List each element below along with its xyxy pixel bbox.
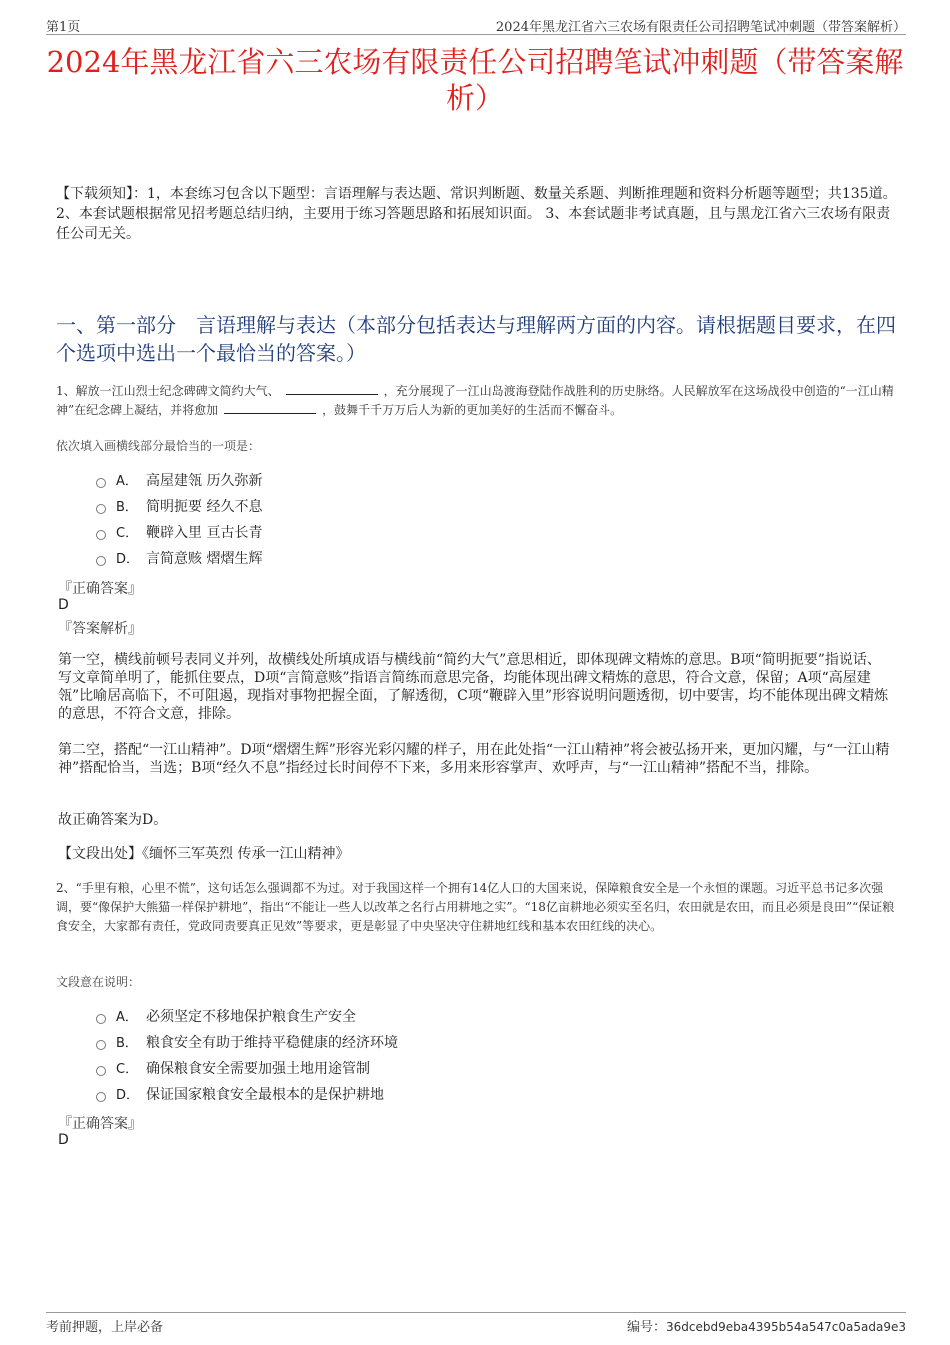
radio-icon[interactable] xyxy=(96,1014,106,1024)
radio-icon[interactable] xyxy=(96,1040,106,1050)
analysis-conclusion: 故正确答案为D。 xyxy=(58,812,168,828)
question-1-text-part3: ，鼓舞千千万万后人为新的更加美好的生活而不懈奋斗。 xyxy=(322,403,623,417)
question-1-text-part1: 1、解放一江山烈士纪念碑碑文简约大气、 xyxy=(56,384,280,398)
option-d[interactable]: D． 言简意赅 熠熠生辉 xyxy=(96,546,262,572)
question-1-options xyxy=(96,468,262,572)
footer-code-value: 36dcebd9eba4395b54a547c0a5ada9e3 xyxy=(666,1320,906,1334)
analysis-paragraph-1: 第一空，横线前顿号表同义并列，故横线处所填成语与横线前“简约大气”意思相近，即体现碑文精炼的意思。B项“简明扼要”指说话、写文章简单明了，能抓住要点，D项“言简意赅”指语言简练而意思完备，均能体现出碑文精炼的意思，符合文意，保留；A项“高屋建瓴”比喻居高临下，不可阻遏，现指对事物把握全面，了解透彻，C项“鞭辟入里”形容说明问题透彻，切中要害，均不能体现出碑文精炼的意思，不符合文意，排除。 xyxy=(58,652,889,722)
footer-code xyxy=(627,1316,906,1335)
question-2-stem: 2、“手里有粮，心里不慌”，这句话怎么强调都不为过。对于我国这样一个拥有14亿人口的大国来说，保障粮食安全是一个永恒的课题。习近平总书记多次强调，要“像保护大熊猫一样保护耕地”，指出“不能让一些人以改革之名行占用耕地之实”。“18亿亩耕地必须实至名归，农田就是农田，而且必须是良田”“保证粮食安全，大家都有责任，党政同责要真正见效”等要求，更是彰显了中央坚决守住耕地红线和基本农田红线的决心。 xyxy=(56,881,895,933)
document-title: 2024年黑龙江省六三农场有限责任公司招聘笔试冲刺题（带答案解析） xyxy=(46,45,904,115)
question-1-stem xyxy=(56,382,902,420)
question-1-hint: 依次填入画横线部分最恰当的一项是： xyxy=(56,439,261,453)
section-title: 一、第一部分 言语理解与表达（本部分包括表达与理解两方面的内容。请根据题目要求，在四个选项中选出一个最恰当的答案。） xyxy=(56,313,896,365)
option-a[interactable]: A． 必须坚定不移地保护粮食生产安全 xyxy=(96,1004,398,1030)
answer-label: 『正确答案』 xyxy=(58,581,142,597)
radio-icon[interactable] xyxy=(96,530,106,540)
question-2-hint: 文段意在说明： xyxy=(56,975,141,989)
page-footer xyxy=(46,1312,906,1333)
option-c[interactable]: C． 确保粮食安全需要加强土地用途管制 xyxy=(96,1056,398,1082)
fill-blank-2 xyxy=(224,401,316,414)
footer-code-label: 编号： xyxy=(627,1320,667,1335)
fill-blank-1 xyxy=(286,382,378,395)
answer-value: D xyxy=(58,597,69,613)
page-header xyxy=(46,14,906,35)
analysis-label: 『答案解析』 xyxy=(58,621,142,637)
radio-icon[interactable] xyxy=(96,1066,106,1076)
option-b[interactable]: B． 粮食安全有助于维持平稳健康的经济环境 xyxy=(96,1030,398,1056)
footer-slogan: 考前押题，上岸必备 xyxy=(46,1320,164,1335)
analysis-paragraph-2: 第二空，搭配“一江山精神”。D项“熠熠生辉”形容光彩闪耀的样子，用在此处指“一江山精神”将会被弘扬开来，更加闪耀，与“一江山精神”搭配恰当，当选；B项“经久不息”指经过长时间停不下来，多用来形容掌声、欢呼声，与“一江山精神”搭配不当，排除。 xyxy=(58,742,890,776)
source-note: 【文段出处】《缅怀三军英烈 传承一江山精神》 xyxy=(58,846,350,862)
question-2-options xyxy=(96,1004,398,1108)
answer-label: 『正确答案』 xyxy=(58,1116,142,1132)
answer-value: D xyxy=(58,1132,69,1148)
radio-icon[interactable] xyxy=(96,1092,106,1102)
question-1-text-part2: ，充分展现了一江山岛渡海登陆作战胜利的历史脉络。人民解放军在这场战役中创造的“一江山精神”在纪念碑上凝结，并将愈加 xyxy=(56,384,894,417)
option-b[interactable]: B． 简明扼要 经久不息 xyxy=(96,494,262,520)
option-c[interactable]: C． 鞭辟入里 亘古长青 xyxy=(96,520,262,546)
radio-icon[interactable] xyxy=(96,556,106,566)
radio-icon[interactable] xyxy=(96,478,106,488)
download-notice: 【下载须知】：1，本套练习包含以下题型：言语理解与表达题、常识判断题、数量关系题、判断推理题和资料分析题等题型；共135道。 2、本套试题根据常见招考题总结归纳，主要用于练习答题思路和拓展知识面。 3、本套试题非考试真题，且与黑龙江省六三农场有限责任公司无关。 xyxy=(56,186,897,242)
option-d[interactable]: D． 保证国家粮食安全最根本的是保护耕地 xyxy=(96,1082,398,1108)
header-doc-title: 2024年黑龙江省六三农场有限责任公司招聘笔试冲刺题（带答案解析） xyxy=(495,20,906,35)
radio-icon[interactable] xyxy=(96,504,106,514)
option-a[interactable]: A． 高屋建瓴 历久弥新 xyxy=(96,468,262,494)
page-number: 第1页 xyxy=(46,20,81,35)
